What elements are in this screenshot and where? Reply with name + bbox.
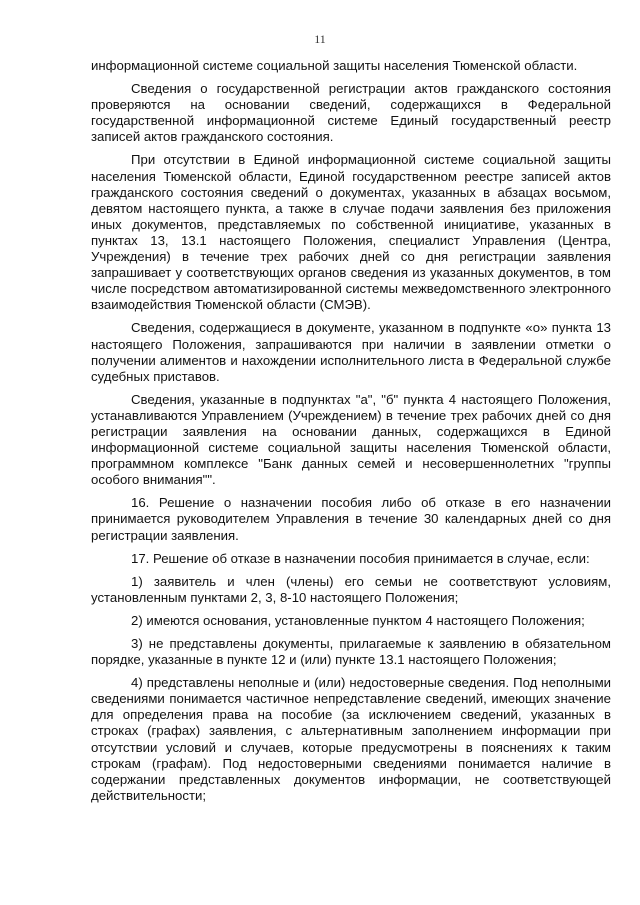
paragraph-continuation: информационной системе социальной защиты населения Тюменской области.: [91, 58, 578, 73]
page-number: 11: [314, 32, 326, 46]
paragraph-absence-of-info: При отсутствии в Единой информационной системе социальной защиты населения Тюменской области, Единой государственном реестре записей актов гражданского состояния сведений о документах, указанных в абзацах восьмом, девятом настоящего пункта, а также в случае подачи заявления без приложения иных документов, представляемых по собственной инициативе, указанных в пунктах 13, 13.1 настоящего Положения, специалист Управления (Центра, Учреждения) в течение трех рабочих дней со дня регистрации заявления запрашивает у соответствующих органов сведения из указанных документов, в том числе посредством автоматизированной системы межведомственного электронного взаимодействия Тюменской области (СМЭВ).: [91, 152, 611, 313]
paragraph-subpoints-info: Сведения, указанные в подпунктах "а", "б" пункта 4 настоящего Положения, устанавливаются Управлением (Учреждением) в течение трех рабочих дней со дня регистрации заявления на основании данных, содержащихся в Единой информационной системе социальной защиты населения Тюменской области, программном комплексе "Банк данных семей и несовершеннолетних "группы особого внимания"".: [91, 391, 611, 488]
document-body: [91, 58, 611, 811]
paragraph-civil-registration: Сведения о государственной регистрации актов гражданского состояния проверяются на основании сведений, содержащихся в Федеральной государственной информационной системе Единый государственный реестр записей актов гражданского состояния.: [91, 81, 611, 145]
paragraph-item-17: 17. Решение об отказе в назначении пособия принимается в случае, если:: [131, 550, 590, 566]
paragraph-item-16: 16. Решение о назначении пособия либо об отказе в его назначении принимается руководителем Управления в течение 30 календарных дней со дня регистрации заявления.: [91, 495, 611, 543]
list-item-4: 4) представлены неполные и (или) недостоверные сведения. Под неполными сведениями понимается частичное непредставление сведений, имеющих значение для определения права на пособие (за исключением сведений, указанных в строках (графах) заявления, с альтернативным заполнением информации при отсутствии условий и случаев, которые предусмотрены в пояснениях к таким строкам (графам). Под недостоверными сведениями понимается наличие в содержании представленных документов информации, не соответствующей действительности;: [91, 675, 611, 803]
list-item-3: 3) не представлены документы, прилагаемые к заявлению в обязательном порядке, указанные в пункте 12 и (или) пункте 13.1 настоящего Положения;: [91, 636, 611, 668]
list-item-2: 2) имеются основания, установленные пунктом 4 настоящего Положения;: [131, 612, 585, 628]
list-item-1: 1) заявитель и член (члены) его семьи не соответствуют условиям, установленным пунктами 2, 3, 8-10 настоящего Положения;: [91, 573, 611, 605]
paragraph-alimony-info: Сведения, содержащиеся в документе, указанном в подпункте «о» пункта 13 настоящего Положения, запрашиваются при наличии в заявлении отметки о получении алиментов и нахождении исполнительного листа в Федеральной службе судебных приставов.: [91, 320, 611, 384]
